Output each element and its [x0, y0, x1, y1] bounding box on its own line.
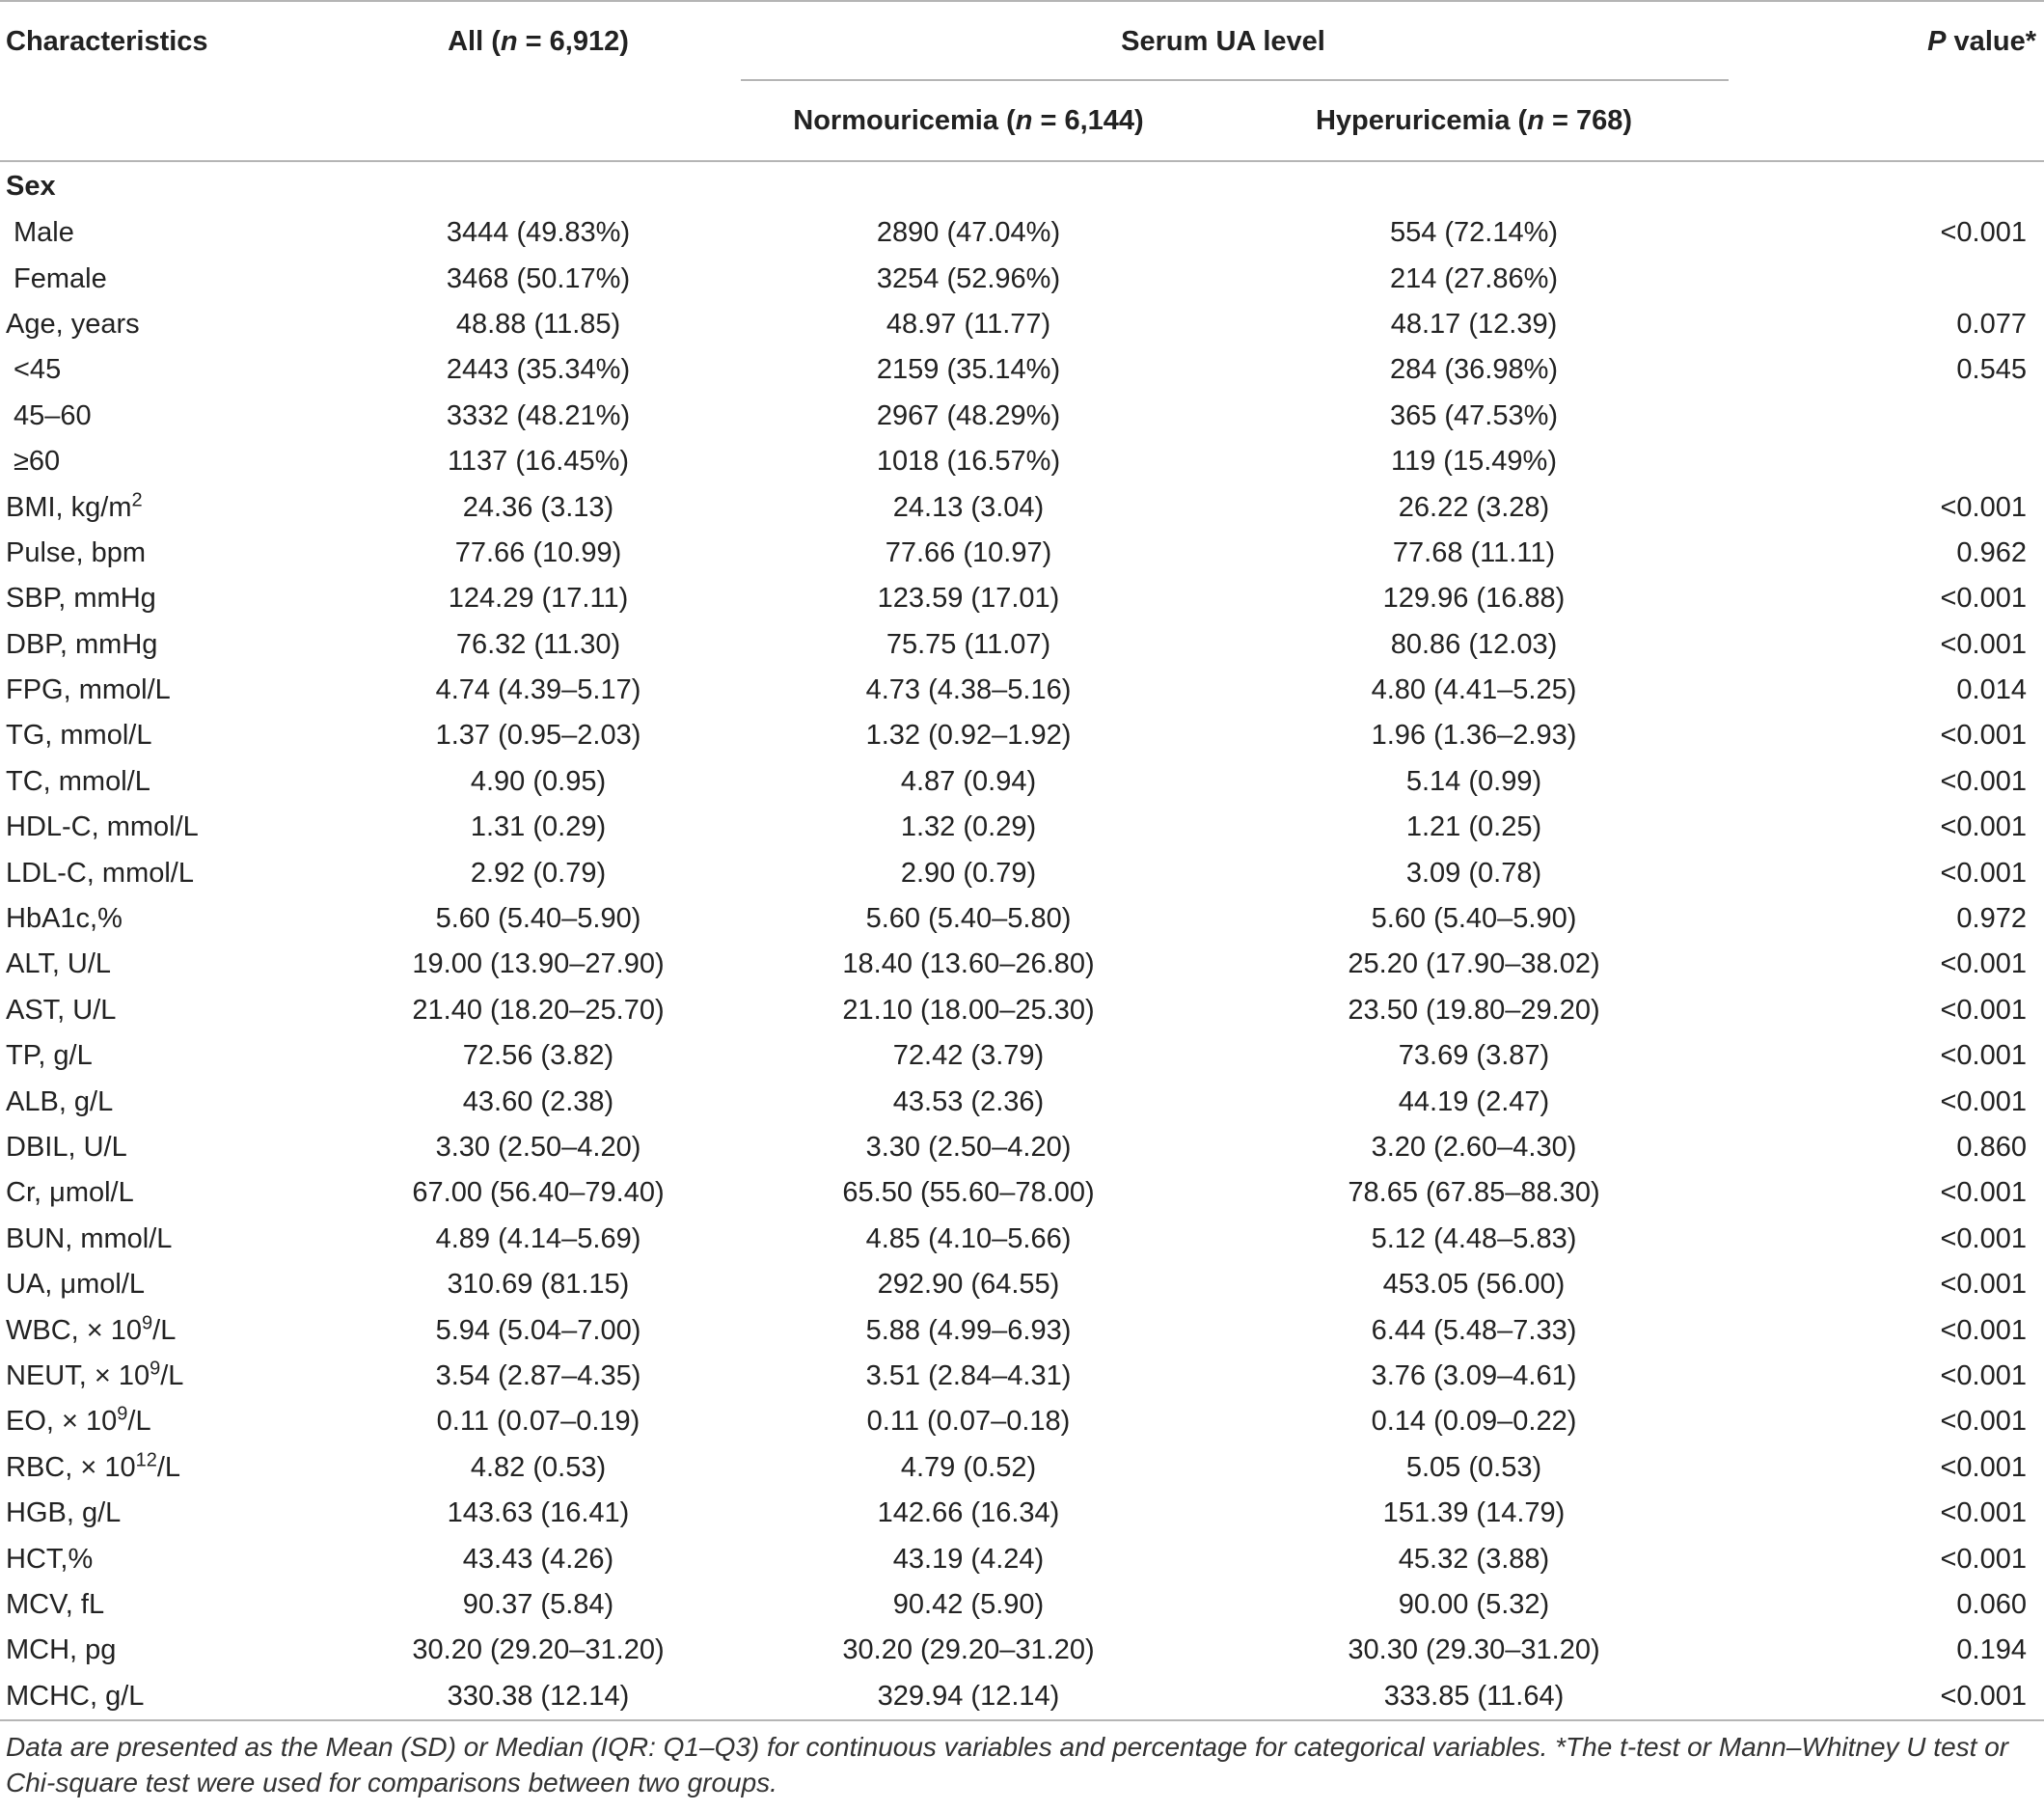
cell-hyperuricemia: 119 (15.49%)	[1391, 446, 1557, 478]
row-label-unit: /L	[127, 1406, 151, 1438]
header-normo-prefix: Normouricemia (	[793, 104, 1016, 136]
header-pvalue-rest: value*	[1946, 25, 2036, 57]
table-row	[0, 1262, 2044, 1307]
header-serum-ua-level	[718, 1, 1729, 81]
table-row	[0, 896, 2044, 942]
table-row	[0, 713, 2044, 758]
row-label	[0, 850, 359, 895]
cell-pvalue: <0.001	[1940, 1497, 2027, 1529]
cell-all: 330.38 (12.14)	[359, 1674, 718, 1720]
header-hyper-prefix: Hyperuricemia (	[1315, 104, 1528, 136]
cell-hyperuricemia: 23.50 (19.80–29.20)	[1348, 994, 1600, 1026]
row-label	[0, 1079, 359, 1124]
cell-all: 143.63 (16.41)	[447, 1497, 630, 1529]
row-label	[0, 531, 359, 576]
row-label	[0, 988, 359, 1033]
table-row	[0, 622, 2044, 668]
row-label-text: Age, years	[6, 308, 140, 340]
cell-normouricemia: 24.13 (3.04)	[892, 491, 1045, 523]
row-label	[0, 805, 359, 850]
row-label	[0, 1307, 359, 1353]
cell-pvalue: 0.077	[1956, 308, 2027, 340]
cell-pvalue: <0.001	[1940, 1085, 2027, 1117]
cell-hyperuricemia: 1.21 (0.25)	[1405, 811, 1542, 843]
row-label-text: EO, × 10	[6, 1406, 118, 1438]
cell-normouricemia: 3254 (52.96%)	[876, 262, 1061, 294]
cell-pvalue: <0.001	[1940, 1359, 2027, 1391]
cell-hyperuricemia: 0.14 (0.09–0.22)	[1371, 1406, 1577, 1438]
table-row	[0, 484, 2044, 530]
cell-pvalue: <0.001	[1940, 1040, 2027, 1072]
row-label-text: MCHC, g/L	[6, 1680, 145, 1712]
cell-all: 24.36 (3.13)	[462, 491, 614, 523]
cell-pvalue: <0.001	[1940, 1222, 2027, 1254]
cell-normouricemia: 3.51 (2.84–4.31)	[865, 1359, 1072, 1391]
cell-normouricemia: 43.19 (4.24)	[892, 1543, 1045, 1575]
cell-hyperuricemia: 5.14 (0.99)	[1405, 765, 1542, 797]
cell-all: 5.94 (5.04–7.00)	[435, 1314, 641, 1346]
cell-pvalue: 0.962	[1956, 536, 2027, 568]
cell-normouricemia: 2.90 (0.79)	[900, 857, 1037, 889]
row-label-text: TC, mmol/L	[6, 765, 150, 797]
header-empty-1	[0, 81, 359, 161]
cell-normouricemia: 65.50 (55.60–78.00)	[842, 1177, 1095, 1209]
table-row	[0, 1491, 2044, 1536]
row-label-text: HbA1c,%	[6, 903, 123, 935]
cell-all: 1.37 (0.95–2.03)	[435, 720, 641, 752]
cell-all: 3468 (50.17%)	[446, 262, 631, 294]
cell-normouricemia: 1018 (16.57%)	[876, 446, 1061, 478]
row-label	[0, 576, 359, 621]
header-all-prefix: All (	[448, 25, 501, 57]
row-label-text: TP, g/L	[6, 1040, 93, 1072]
row-label-text: HDL-C, mmol/L	[6, 811, 199, 843]
cell-hyperuricemia: 4.80 (4.41–5.25)	[1371, 674, 1577, 706]
cell-normouricemia: 18.40 (13.60–26.80)	[842, 948, 1095, 980]
table-row	[0, 988, 2044, 1033]
cell-hyperuricemia: 3.09 (0.78)	[1405, 857, 1542, 889]
table-row	[0, 1674, 2044, 1720]
cell-pvalue	[1729, 439, 2044, 484]
table-row	[0, 1536, 2044, 1581]
cell-normouricemia: 4.79 (0.52)	[900, 1451, 1037, 1483]
row-label	[0, 1354, 359, 1399]
row-label-text: Female	[14, 262, 107, 294]
table-row	[0, 668, 2044, 713]
serum-group-rule	[741, 79, 1729, 81]
table-row	[0, 1033, 2044, 1079]
header-normouricemia	[718, 81, 1219, 161]
cell-all: 3.54 (2.87–4.35)	[435, 1359, 641, 1391]
row-label	[0, 1536, 359, 1581]
cell-normouricemia: 292.90 (64.55)	[877, 1269, 1060, 1301]
row-label	[0, 484, 359, 530]
row-label-text: <45	[14, 354, 62, 386]
cell-hyperuricemia: 333.85 (11.64)	[1219, 1674, 1729, 1720]
row-label-superscript: 9	[150, 1358, 161, 1380]
cell-pvalue: <0.001	[1940, 720, 2027, 752]
row-label	[0, 347, 359, 393]
cell-all: 19.00 (13.90–27.90)	[412, 948, 665, 980]
cell-pvalue: 0.060	[1956, 1588, 2027, 1620]
row-label-text: RBC, × 10	[6, 1451, 136, 1483]
row-label-text: FPG, mmol/L	[6, 674, 171, 706]
cell-pvalue: <0.001	[1940, 1269, 2027, 1301]
header-hyper-suffix: = 768)	[1543, 104, 1632, 136]
cell-all: 2.92 (0.79)	[470, 857, 607, 889]
cell-pvalue: <0.001	[1940, 1177, 2027, 1209]
cell-pvalue: 0.014	[1956, 674, 2027, 706]
cell-all: 3444 (49.83%)	[446, 217, 631, 249]
row-label-text: BMI, kg/m	[6, 491, 132, 523]
row-label	[0, 1491, 359, 1536]
table-row	[0, 394, 2044, 439]
table-row	[0, 576, 2044, 621]
cell-pvalue: <0.001	[1940, 994, 2027, 1026]
section-label-sex: Sex	[6, 170, 56, 202]
row-label	[0, 1628, 359, 1673]
cell-pvalue: <0.001	[1940, 1543, 2027, 1575]
header-empty-5	[1729, 81, 2044, 161]
table-row	[0, 302, 2044, 347]
table-row	[0, 1170, 2044, 1216]
cell-pvalue: 0.860	[1956, 1132, 2027, 1163]
cell-normouricemia: 90.42 (5.90)	[892, 1588, 1045, 1620]
row-label	[0, 256, 359, 301]
header-all	[359, 1, 718, 81]
cell-hyperuricemia: 48.17 (12.39)	[1390, 308, 1558, 340]
cell-hyperuricemia: 26.22 (3.28)	[1398, 491, 1550, 523]
cell-all: 48.88 (11.85)	[455, 308, 621, 340]
cell-hyperuricemia: 80.86 (12.03)	[1390, 628, 1558, 660]
cell-pvalue: <0.001	[1940, 1406, 2027, 1438]
cell-pvalue: <0.001	[1940, 217, 2027, 249]
table-footnote: Data are presented as the Mean (SD) or Median (IQR: Q1–Q3) for continuous variables and percentage for categorical variables. *The t-test or Mann–Whitney U test or Chi-square test were used for comparisons between two groups.	[6, 1732, 2009, 1797]
row-label-unit: /L	[156, 1451, 181, 1483]
cell-hyperuricemia: 1.96 (1.36–2.93)	[1371, 720, 1577, 752]
row-label-text: WBC, × 10	[6, 1314, 143, 1346]
cell-normouricemia: 142.66 (16.34)	[877, 1497, 1060, 1529]
row-label-text: Cr, μmol/L	[6, 1177, 134, 1209]
row-label-text: Pulse, bpm	[6, 536, 147, 568]
row-label-text: MCV, fL	[6, 1588, 105, 1620]
row-label	[0, 1445, 359, 1491]
header-normo-suffix: = 6,144)	[1032, 104, 1144, 136]
cell-pvalue: <0.001	[1940, 811, 2027, 843]
cell-all: 4.74 (4.39–5.17)	[435, 674, 641, 706]
header-empty-2	[359, 81, 718, 161]
cell-pvalue: <0.001	[1940, 583, 2027, 615]
cell-normouricemia: 123.59 (17.01)	[877, 583, 1060, 615]
cell-hyperuricemia: 44.19 (2.47)	[1398, 1085, 1550, 1117]
table-row	[0, 256, 2044, 301]
row-label	[0, 1262, 359, 1307]
cell-pvalue: 0.972	[1956, 903, 2027, 935]
row-label-text: BUN, mmol/L	[6, 1222, 173, 1254]
row-label	[0, 1033, 359, 1079]
table-row	[0, 1445, 2044, 1491]
row-label-text: UA, μmol/L	[6, 1269, 146, 1301]
cell-all: 77.66 (10.99)	[454, 536, 622, 568]
cell-hyperuricemia: 453.05 (56.00)	[1382, 1269, 1566, 1301]
cell-normouricemia: 48.97 (11.77)	[886, 308, 1051, 340]
row-label	[0, 1170, 359, 1216]
cell-all: 90.37 (5.84)	[462, 1588, 614, 1620]
cell-hyperuricemia: 3.20 (2.60–4.30)	[1371, 1132, 1577, 1163]
row-label	[0, 1399, 359, 1444]
row-label	[0, 759, 359, 805]
row-label	[0, 622, 359, 668]
cell-normouricemia: 4.85 (4.10–5.66)	[865, 1222, 1072, 1254]
cell-hyperuricemia: 45.32 (3.88)	[1398, 1543, 1550, 1575]
cell-hyperuricemia: 25.20 (17.90–38.02)	[1348, 948, 1600, 980]
cell-all: 21.40 (18.20–25.70)	[412, 994, 665, 1026]
row-label-unit: /L	[160, 1359, 184, 1391]
cell-pvalue: <0.001	[1940, 948, 2027, 980]
cell-normouricemia: 3.30 (2.50–4.20)	[865, 1132, 1072, 1163]
cell-all: 2443 (35.34%)	[446, 354, 631, 386]
row-label-text: AST, U/L	[6, 994, 117, 1026]
cell-all: 4.89 (4.14–5.69)	[435, 1222, 641, 1254]
row-label-text: SBP, mmHg	[6, 583, 156, 615]
cell-hyperuricemia: 284 (36.98%)	[1389, 354, 1559, 386]
row-label	[0, 713, 359, 758]
row-label-text: NEUT, × 10	[6, 1359, 150, 1391]
cell-all: 3.30 (2.50–4.20)	[435, 1132, 641, 1163]
row-label-text: DBP, mmHg	[6, 628, 158, 660]
header-hyperuricemia	[1219, 81, 1729, 161]
header-all-suffix: = 6,912)	[517, 25, 629, 57]
table-row	[0, 347, 2044, 393]
cell-hyperuricemia: 5.60 (5.40–5.90)	[1371, 903, 1577, 935]
cell-all: 30.20 (29.20–31.20)	[412, 1634, 665, 1666]
row-label-superscript: 2	[131, 488, 143, 510]
cell-normouricemia: 0.11 (0.07–0.18)	[866, 1406, 1071, 1438]
cell-normouricemia: 5.60 (5.40–5.80)	[865, 903, 1072, 935]
row-label-text: MCH, pg	[6, 1634, 117, 1666]
section-row-sex	[0, 161, 2044, 210]
cell-pvalue: <0.001	[1940, 1314, 2027, 1346]
cell-normouricemia: 329.94 (12.14)	[718, 1674, 1219, 1720]
cell-normouricemia: 4.87 (0.94)	[900, 765, 1037, 797]
row-label-text: HCT,%	[6, 1543, 94, 1575]
cell-hyperuricemia: 151.39 (14.79)	[1382, 1497, 1566, 1529]
cell-pvalue: <0.001	[1940, 628, 2027, 660]
row-label-text: ≥60	[14, 446, 61, 478]
cell-all: 310.69 (81.15)	[447, 1269, 630, 1301]
cell-pvalue: <0.001	[1729, 1674, 2044, 1720]
table-row	[0, 1582, 2044, 1628]
cell-normouricemia: 1.32 (0.29)	[900, 811, 1037, 843]
row-label	[0, 896, 359, 942]
cell-all: 76.32 (11.30)	[455, 628, 621, 660]
row-label	[0, 210, 359, 256]
header-normo-n: n	[1015, 104, 1033, 136]
row-label-text: HGB, g/L	[6, 1497, 122, 1529]
cell-all: 5.60 (5.40–5.90)	[435, 903, 641, 935]
table-body	[0, 161, 2044, 1720]
cell-pvalue: <0.001	[1940, 491, 2027, 523]
row-label	[0, 1125, 359, 1170]
header-pvalue	[1729, 1, 2044, 81]
table-header	[0, 1, 2044, 161]
cell-all: 43.60 (2.38)	[462, 1085, 614, 1117]
cell-all: 4.90 (0.95)	[470, 765, 607, 797]
cell-all: 124.29 (17.11)	[448, 583, 629, 615]
row-label	[0, 302, 359, 347]
table-row	[0, 1399, 2044, 1444]
cell-hyperuricemia: 73.69 (3.87)	[1398, 1040, 1550, 1072]
cell-normouricemia: 1.32 (0.92–1.92)	[865, 720, 1072, 752]
row-label	[0, 394, 359, 439]
cell-hyperuricemia: 30.30 (29.30–31.20)	[1348, 1634, 1600, 1666]
cell-normouricemia: 75.75 (11.07)	[886, 628, 1051, 660]
table-row	[0, 1125, 2044, 1170]
header-characteristics: Characteristics	[0, 1, 359, 81]
cell-hyperuricemia: 90.00 (5.32)	[1398, 1588, 1550, 1620]
cell-hyperuricemia: 77.68 (11.11)	[1392, 536, 1556, 568]
cell-hyperuricemia: 3.76 (3.09–4.61)	[1371, 1359, 1577, 1391]
cell-normouricemia: 43.53 (2.36)	[892, 1085, 1045, 1117]
cell-normouricemia: 30.20 (29.20–31.20)	[842, 1634, 1095, 1666]
cell-normouricemia: 4.73 (4.38–5.16)	[865, 674, 1072, 706]
row-label	[0, 668, 359, 713]
cell-pvalue	[1729, 256, 2044, 301]
row-label-text: DBIL, U/L	[6, 1132, 127, 1163]
row-label	[0, 1674, 359, 1720]
cell-hyperuricemia: 365 (47.53%)	[1389, 399, 1559, 431]
row-label	[0, 1582, 359, 1628]
cell-all: 72.56 (3.82)	[462, 1040, 614, 1072]
cell-all: 67.00 (56.40–79.40)	[412, 1177, 665, 1209]
table-row	[0, 439, 2044, 484]
cell-hyperuricemia: 78.65 (67.85–88.30)	[1348, 1177, 1600, 1209]
row-label	[0, 1217, 359, 1262]
row-label-text: ALT, U/L	[6, 948, 112, 980]
row-label-text: ALB, g/L	[6, 1085, 114, 1117]
header-serum-label: Serum UA level	[1121, 25, 1325, 57]
cell-pvalue: 0.194	[1956, 1634, 2027, 1666]
cell-normouricemia: 2159 (35.14%)	[876, 354, 1061, 386]
table-row	[0, 1079, 2044, 1124]
cell-normouricemia: 21.10 (18.00–25.30)	[842, 994, 1095, 1026]
cell-all: 3332 (48.21%)	[446, 399, 631, 431]
table-row	[0, 850, 2044, 895]
table-row	[0, 1217, 2044, 1262]
table-row	[0, 1628, 2044, 1673]
cell-hyperuricemia: 5.12 (4.48–5.83)	[1371, 1222, 1577, 1254]
header-all-n: n	[500, 25, 518, 57]
cell-pvalue: <0.001	[1940, 857, 2027, 889]
cell-pvalue	[1729, 394, 2044, 439]
cell-pvalue: <0.001	[1940, 1451, 2027, 1483]
cell-hyperuricemia: 129.96 (16.88)	[1382, 583, 1566, 615]
cell-normouricemia: 2890 (47.04%)	[876, 217, 1061, 249]
cell-all: 1.31 (0.29)	[470, 811, 607, 843]
row-label-text: Male	[14, 217, 74, 249]
cell-pvalue: <0.001	[1940, 765, 2027, 797]
cell-normouricemia: 2967 (48.29%)	[876, 399, 1061, 431]
table-row	[0, 942, 2044, 987]
cell-hyperuricemia: 6.44 (5.48–7.33)	[1371, 1314, 1577, 1346]
table-row	[0, 1307, 2044, 1353]
cell-pvalue: 0.545	[1956, 354, 2027, 386]
row-label-text: 45–60	[14, 399, 92, 431]
row-label-unit: /L	[152, 1314, 177, 1346]
table-row	[0, 759, 2044, 805]
cell-normouricemia: 77.66 (10.97)	[885, 536, 1052, 568]
cell-normouricemia: 5.88 (4.99–6.93)	[865, 1314, 1072, 1346]
table-row	[0, 1354, 2044, 1399]
cell-all: 4.82 (0.53)	[470, 1451, 607, 1483]
cell-normouricemia: 72.42 (3.79)	[892, 1040, 1045, 1072]
header-pvalue-p: P	[1927, 25, 1947, 57]
cell-all: 1137 (16.45%)	[447, 446, 630, 478]
row-label-text: LDL-C, mmol/L	[6, 857, 194, 889]
cell-all: 0.11 (0.07–0.19)	[436, 1406, 640, 1438]
header-hyper-n: n	[1527, 104, 1544, 136]
cell-all: 43.43 (4.26)	[462, 1543, 614, 1575]
row-label-superscript: 9	[142, 1311, 153, 1333]
cell-hyperuricemia: 214 (27.86%)	[1389, 262, 1559, 294]
cell-hyperuricemia: 5.05 (0.53)	[1405, 1451, 1542, 1483]
row-label	[0, 942, 359, 987]
row-label-superscript: 12	[135, 1449, 157, 1471]
row-label	[0, 439, 359, 484]
table-row	[0, 210, 2044, 256]
row-label-superscript: 9	[117, 1403, 128, 1425]
table-row	[0, 805, 2044, 850]
table-row	[0, 531, 2044, 576]
cell-hyperuricemia: 554 (72.14%)	[1389, 217, 1559, 249]
row-label-text: TG, mmol/L	[6, 720, 152, 752]
